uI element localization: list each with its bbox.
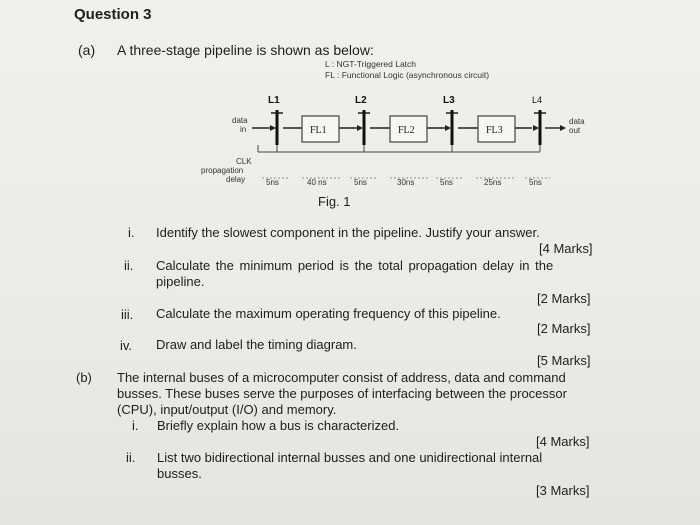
delay-l3: 5ns <box>440 178 453 187</box>
clk-label: CLK <box>236 157 252 166</box>
item-a-iv-text: Draw and label the timing diagram. <box>156 337 357 352</box>
figure-caption: Fig. 1 <box>318 194 351 209</box>
data-in-label-1: data <box>232 116 248 125</box>
item-a-i-marks: [4 Marks] <box>539 241 593 256</box>
item-b-i-num: i. <box>132 418 139 433</box>
delay-fl2: 30ns <box>397 178 415 187</box>
item-a-ii-text-2: pipeline. <box>156 274 205 289</box>
delay-l1: 5ns <box>266 178 279 187</box>
part-a-intro: A three-stage pipeline is shown as below: <box>117 42 374 58</box>
question-title: Question 3 <box>74 6 152 23</box>
item-a-i-num: i. <box>128 225 135 240</box>
delay-fl3: 25ns <box>484 178 502 187</box>
delay-l2: 5ns <box>354 178 367 187</box>
item-a-ii-text-1: Calculate the minimum period is the total propagation delay in the <box>156 258 554 273</box>
propagation-label-1: propagation <box>201 166 244 175</box>
latch-label-l3: L3 <box>443 95 455 106</box>
item-a-ii-num: ii. <box>124 258 134 273</box>
latch-label-l1: L1 <box>268 95 280 106</box>
part-b-text-3: (CPU), input/output (I/O) and memory. <box>117 402 337 417</box>
item-a-iii-num: iii. <box>121 307 134 322</box>
item-b-ii-text-1: List two bidirectional internal busses and one unidirectional internal <box>157 450 543 465</box>
item-a-iii-marks: [2 Marks] <box>537 321 591 336</box>
part-b-text-1: The internal buses of a microcomputer consist of address, data and command <box>117 370 566 385</box>
block-fl3-label: FL3 <box>486 125 503 136</box>
item-a-i-text: Identify the slowest component in the pipeline. Justify your answer. <box>156 225 540 240</box>
item-b-ii-marks: [3 Marks] <box>536 483 590 498</box>
item-a-iv-marks: [5 Marks] <box>537 353 591 368</box>
latch-label-l2: L2 <box>355 95 367 106</box>
item-b-i-text: Briefly explain how a bus is characterized. <box>157 418 400 433</box>
part-a-label: (a) <box>78 42 96 58</box>
latch-label-l4: L4 <box>532 95 543 105</box>
item-a-iv-num: iv. <box>120 338 133 353</box>
delay-fl1: 40 ns <box>307 178 327 187</box>
propagation-label-2: delay <box>226 175 246 184</box>
item-a-ii-marks: [2 Marks] <box>537 291 591 306</box>
data-in-label-2: in <box>240 125 247 134</box>
part-b-text-2: busses. These buses serve the purposes of interfacing between the processor <box>117 386 567 401</box>
block-fl2-label: FL2 <box>398 125 415 136</box>
part-b-label: (b) <box>76 370 92 385</box>
clock-line <box>258 145 540 152</box>
item-a-iii-text: Calculate the maximum operating frequency of this pipeline. <box>156 306 501 321</box>
item-b-i-marks: [4 Marks] <box>536 434 590 449</box>
item-b-ii-text-2: busses. <box>157 466 202 481</box>
data-out-label-2: out <box>569 126 581 135</box>
block-fl1-label: FL1 <box>310 125 327 136</box>
legend-latch: L : NGT-Triggered Latch <box>325 59 417 69</box>
item-b-ii-num: ii. <box>126 450 136 465</box>
data-out-label-1: data <box>569 117 585 126</box>
delay-l4: 5ns <box>529 178 542 187</box>
legend-functional-logic: FL : Functional Logic (asynchronous circuit) <box>325 70 490 80</box>
